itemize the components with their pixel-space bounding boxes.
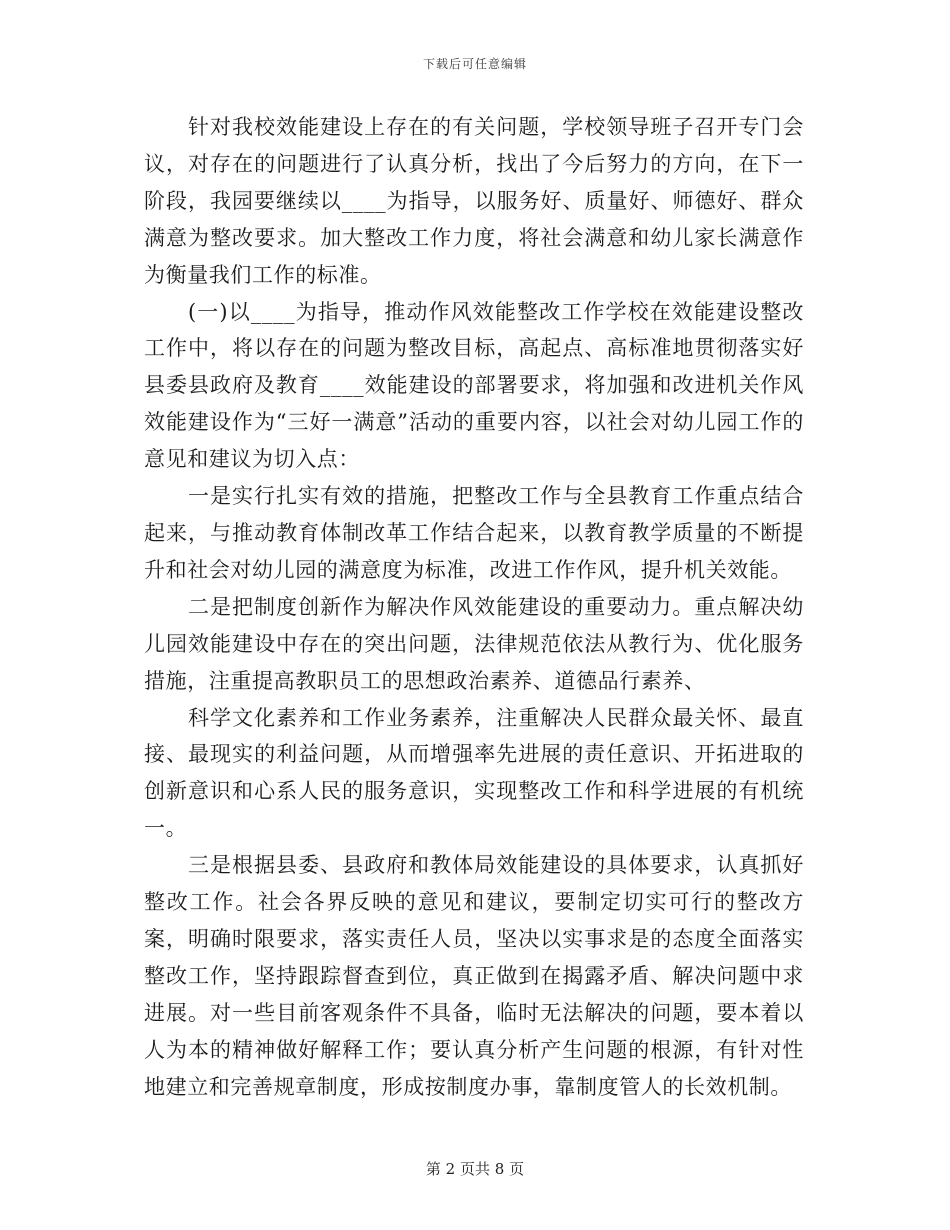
paragraph-intro: 针对我校效能建设上存在的有关问题，学校领导班子召开专门会议，对存在的问题进行了认真分析，找出了今后努力的方向，在下一阶段，我园要继续以____为指导，以服务好、质量好、师德好、群众满意为整改要求。加大整改工作力度，将社会满意和幼儿家长满意作为衡量我们工作的标准。 <box>144 115 804 287</box>
paragraph-point-two: 二是把制度创新作为解决作风效能建设的重要动力。重点解决幼儿园效能建设中存在的突出问题，法律规范依法从教行为、优化服务措施，注重提高教职员工的思想政治素养、道德品行素养、 <box>144 594 804 693</box>
paragraph-section-one: (一)以____为指导，推动作风效能整改工作学校在效能建设整改工作中，将以存在的问题为整改目标，高起点、高标准地贯彻落实好县委县政府及教育____效能建设的部署要求，将加强和改进机关作风效能建设作为“三好一满意”活动的重要内容，以社会对幼儿园工作的意见和建议为切入点： <box>144 299 804 472</box>
page-header: 下载后可任意编辑 <box>422 57 527 71</box>
paragraph-point-one: 一是实行扎实有效的措施，把整改工作与全县教育工作重点结合起来，与推动教育体制改革工作结合起来，以教育教学质量的不断提升和社会对幼儿园的满意度为标准，改进工作作风，提升机关效能。 <box>144 484 804 582</box>
document-body <box>144 109 804 1105</box>
paragraph-point-three: 三是根据县委、县政府和教体局效能建设的具体要求，认真抓好整改工作。社会各界反映的意见和建议，要制定切实可行的整改方案，明确时限要求，落实责任人员，坚决以实事求是的态度全面落实整改工作，坚持跟踪督查到位，真正做到在揭露矛盾、解决问题中求进展。对一些目前客观条件不具备，临时无法解决的问题，要本着以人为本的精神做好解释工作；要认真分析产生问题的根源，有针对性地建立和完善规章制度，形成按制度办事，靠制度管人的长效机制。 <box>144 853 804 1099</box>
page-footer: 第 2 页共 8 页 <box>425 1160 525 1178</box>
paragraph-point-two-continued: 科学文化素养和工作业务素养，注重解决人民群众最关怀、最直接、最现实的利益问题，从而增强率先进展的责任意识、开拓进取的创新意识和心系人民的服务意识，实现整改工作和科学进展的有机统一。 <box>144 705 804 841</box>
